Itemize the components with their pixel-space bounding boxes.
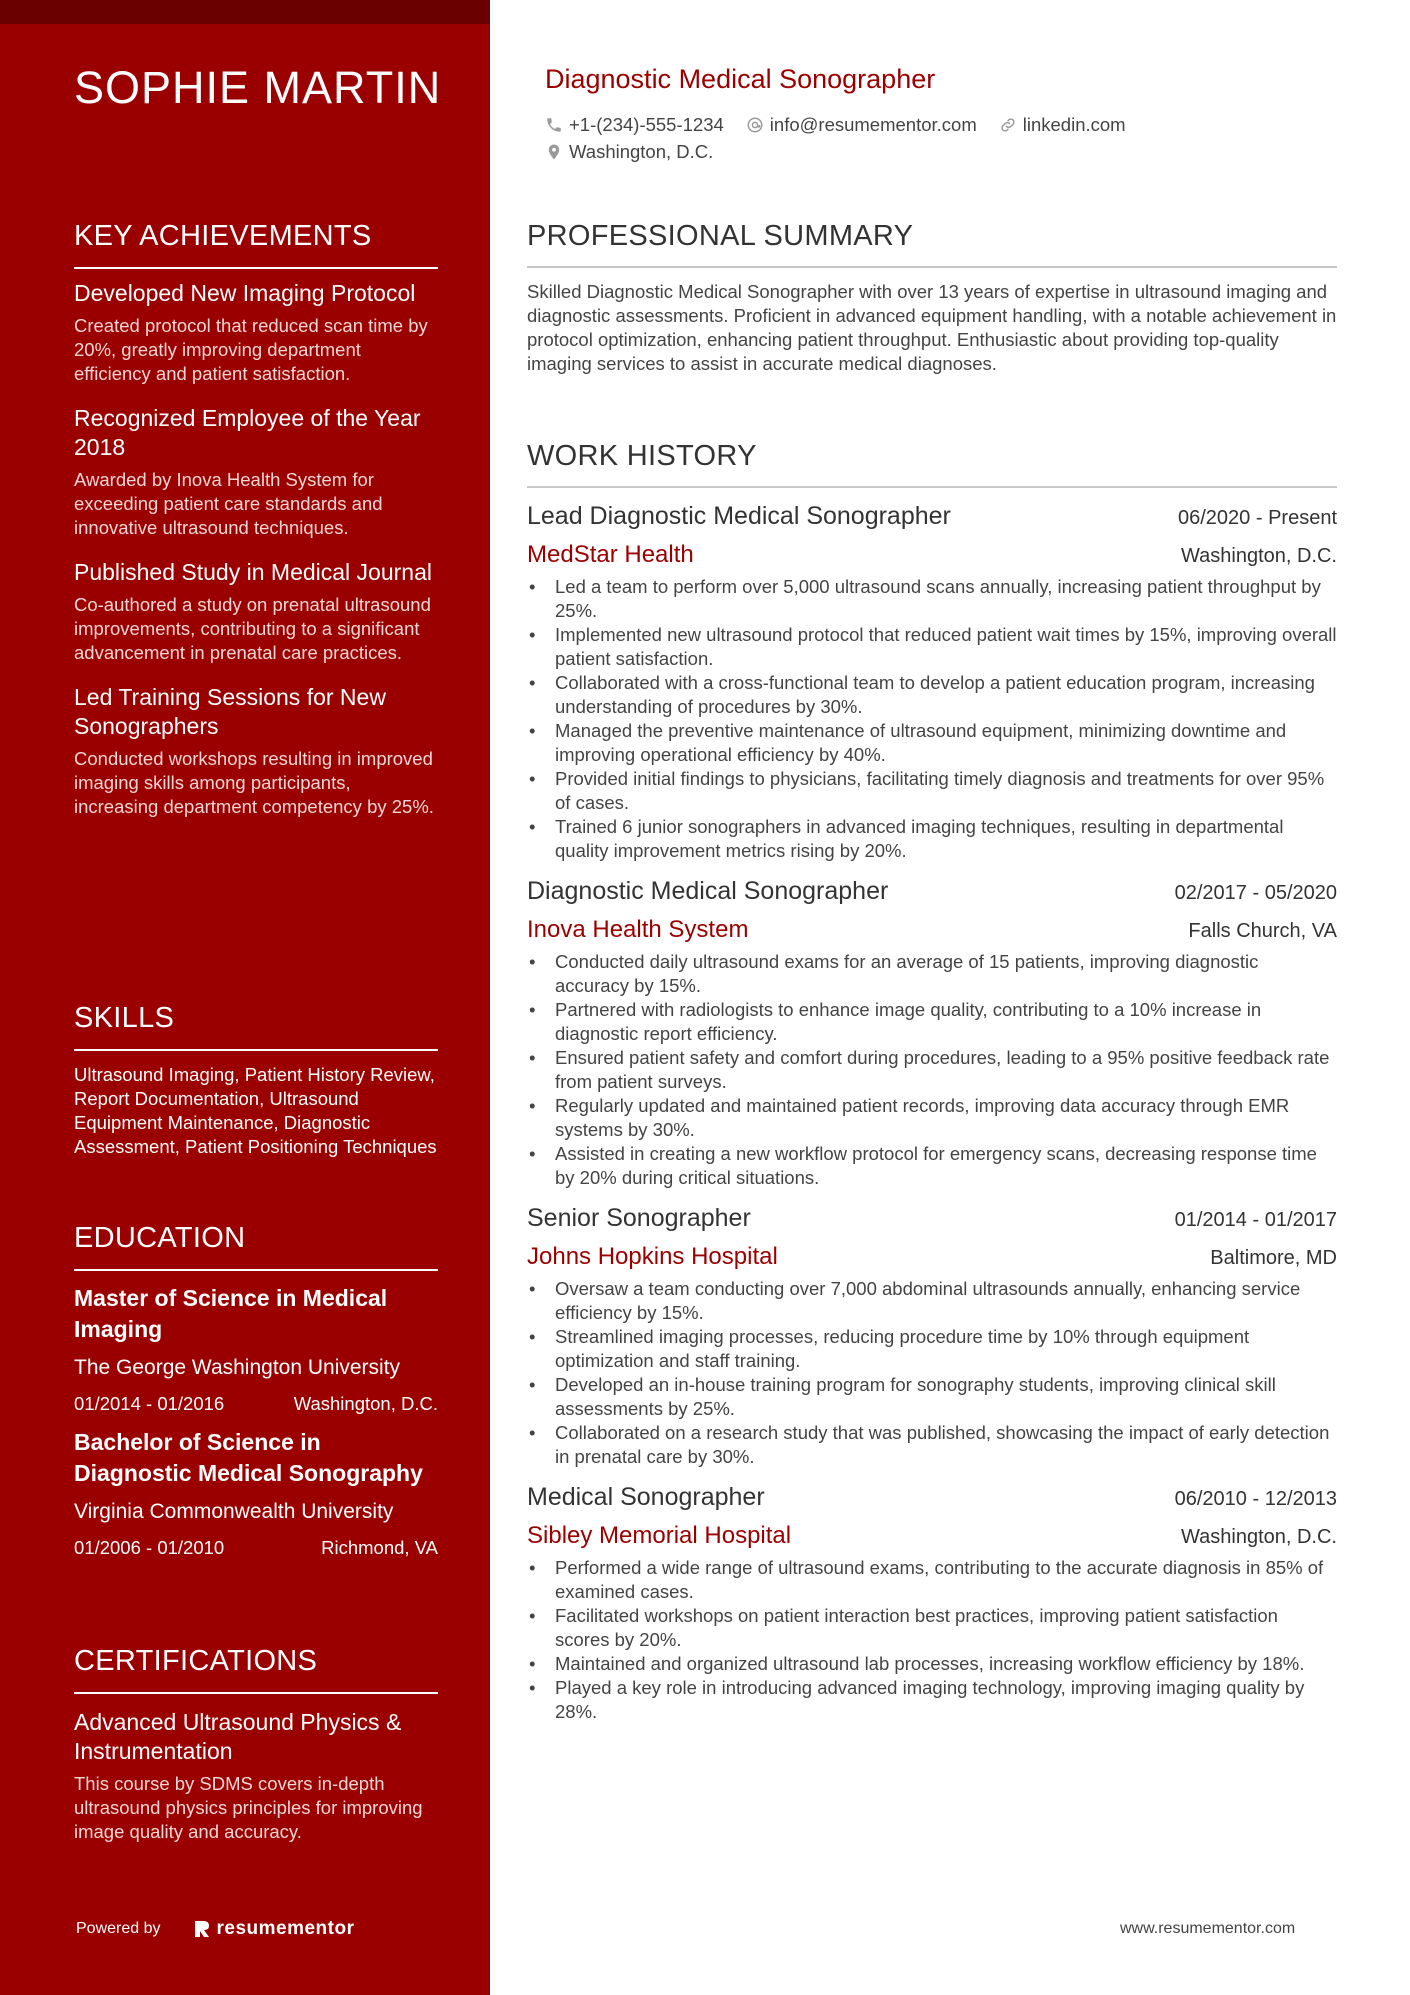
job-location: Baltimore, MD [1210,1247,1337,1269]
job-bullet: • Provided initial findings to physicians, facilitating timely diagnosis and treatments for over 95% of cases. [527,767,1337,815]
sidebar [0,0,490,1995]
job-company: MedStar Health [527,541,694,568]
education-location: Washington, D.C. [293,1393,438,1414]
job-bullet: • Ensured patient safety and comfort during procedures, leading to a 95% positive feedback rate from patient surveys. [527,1046,1337,1094]
achievement-title: Published Study in Medical Journal [74,559,432,585]
candidate-name: SOPHIE MARTIN [74,62,442,113]
achievement-desc: Awarded by Inova Health System for exceeding patient care standards and innovative ultrasound techniques. [74,469,383,538]
job-subheader [527,916,1337,944]
education-heading: EDUCATION [74,1222,438,1271]
job-bullets [527,1556,1337,1724]
job-bullet: • Played a key role in introducing advanced imaging technology, improving imaging quality by 28%. [527,1676,1337,1724]
sidebar-top-bar [0,0,490,24]
at-sign-icon [746,116,764,134]
skills-heading: SKILLS [74,1002,438,1051]
job-bullet: • Trained 6 junior sonographers in advanced imaging techniques, resulting in departmental quality improvement metrics rising by 20%. [527,815,1337,863]
job-role: Senior Sonographer [527,1204,751,1232]
certification-title: Advanced Ultrasound Physics & Instrumentation [74,1709,402,1764]
job-entry [527,502,1337,863]
contact-phone [545,114,724,136]
job-entry [527,877,1337,1190]
education-school: Virginia Commonwealth University [74,1500,394,1523]
certifications-section [74,1645,438,1844]
education-meta [74,1393,438,1415]
job-bullets [527,1277,1337,1469]
job-dates: 02/2017 - 05/2020 [1174,882,1337,904]
education-meta [74,1537,438,1559]
location-text: Washington, D.C. [569,141,714,162]
summary-heading: PROFESSIONAL SUMMARY [527,220,1337,268]
summary-text: Skilled Diagnostic Medical Sonographer with over 13 years of expertise in ultrasound imaging and diagnostic assessments. Proficient in advanced equipment handling, with a notable achievement in protocol optimization, enhancing patient throughput. Enthusiastic about providing top-quality imaging services to assist in accurate medical diagnoses. [527,281,1337,374]
job-bullet: • Collaborated on a research study that was published, showcasing the impact of early detection in prenatal care by 30%. [527,1421,1337,1469]
location-pin-icon [545,143,563,161]
achievement-desc: Created protocol that reduced scan time by 20%, greatly improving department efficiency and patient satisfaction. [74,315,428,384]
job-location: Washington, D.C. [1181,545,1337,567]
job-role: Lead Diagnostic Medical Sonographer [527,502,951,530]
contact-row [545,139,1315,165]
job-bullet: • Performed a wide range of ultrasound exams, contributing to the accurate diagnosis in 85% of examined cases. [527,1556,1337,1604]
job-bullets [527,575,1337,863]
achievements-section [74,220,438,837]
job-bullet: • Partnered with radiologists to enhance image quality, contributing to a 10% increase in diagnostic report efficiency. [527,998,1337,1046]
achievement-item [74,279,438,386]
job-company: Johns Hopkins Hospital [527,1243,778,1270]
powered-by-label: Powered by [76,1920,161,1937]
education-degree: Bachelor of Science in Diagnostic Medical Sonography [74,1429,423,1486]
job-location: Falls Church, VA [1188,920,1337,942]
phone-icon [545,116,563,134]
education-dates: 01/2006 - 01/2010 [74,1537,225,1558]
job-bullet: • Implemented new ultrasound protocol that reduced patient wait times by 15%, improving overall patient satisfaction. [527,623,1337,671]
job-bullet: • Conducted daily ultrasound exams for an average of 15 patients, improving diagnostic accuracy by 15%. [527,950,1337,998]
job-bullet: • Assisted in creating a new workflow protocol for emergency scans, decreasing response time by 20% during critical situations. [527,1142,1337,1190]
job-bullet: • Led a team to perform over 5,000 ultrasound scans annually, increasing patient throughput by 25%. [527,575,1337,623]
job-dates: 01/2014 - 01/2017 [1174,1209,1337,1231]
job-header [527,502,1337,531]
education-item [74,1427,438,1559]
job-location: Washington, D.C. [1181,1526,1337,1548]
job-company: Sibley Memorial Hospital [527,1522,792,1549]
achievements-heading: KEY ACHIEVEMENTS [74,220,438,269]
brand-name: resumementor [216,1918,355,1939]
education-item [74,1283,438,1415]
achievement-title: Developed New Imaging Protocol [74,280,416,306]
skills-list: Ultrasound Imaging, Patient History Review, Report Documentation, Ultrasound Equipment Maintenance, Diagnostic Assessment, Patient Positioning Techniques [74,1064,437,1157]
job-entry [527,1483,1337,1724]
achievement-item [74,558,438,665]
achievement-item [74,404,438,540]
contact-linkedin[interactable] [999,114,1126,136]
powered-by [76,1918,355,1940]
job-bullet: • Facilitated workshops on patient interaction best practices, improving patient satisfaction scores by 20%. [527,1604,1337,1652]
contact-row [545,112,1315,138]
achievement-title: Led Training Sessions for New Sonographers [74,684,386,739]
job-role: Diagnostic Medical Sonographer [527,877,889,905]
job-bullets [527,950,1337,1190]
job-role: Medical Sonographer [527,1483,765,1511]
achievement-item [74,683,438,819]
job-header [527,877,1337,906]
work-history-section [527,440,1337,1724]
job-dates: 06/2020 - Present [1178,507,1337,529]
certifications-heading: CERTIFICATIONS [74,1645,438,1694]
education-school: The George Washington University [74,1356,401,1379]
job-subheader [527,1522,1337,1550]
job-bullet: • Streamlined imaging processes, reducing procedure time by 10% through equipment optimization and staff training. [527,1325,1337,1373]
work-history-heading: WORK HISTORY [527,440,1337,488]
job-bullet: • Managed the preventive maintenance of ultrasound equipment, minimizing downtime and improving operational efficiency by 40%. [527,719,1337,767]
job-bullet: • Regularly updated and maintained patient records, improving data accuracy through EMR systems by 30%. [527,1094,1337,1142]
summary-section [527,220,1337,376]
linkedin-text: linkedin.com [1022,114,1126,135]
job-bullet: • Maintained and organized ultrasound lab processes, increasing workflow efficiency by 18%. [527,1652,1337,1676]
education-dates: 01/2014 - 01/2016 [74,1393,225,1414]
education-degree: Master of Science in Medical Imaging [74,1285,388,1342]
job-header [527,1204,1337,1233]
job-subheader [527,1243,1337,1271]
job-bullet: • Collaborated with a cross-functional team to develop a patient education program, increasing understanding of procedures by 30%. [527,671,1337,719]
skills-section [74,1002,438,1159]
certification-desc: This course by SDMS covers in-depth ultrasound physics principles for improving image quality and accuracy. [74,1773,423,1842]
achievement-desc: Co-authored a study on prenatal ultrasound improvements, contributing to a significant advancement in prenatal care practices. [74,594,431,663]
target-job-title: Diagnostic Medical Sonographer [545,64,936,94]
contact-email[interactable] [746,114,977,136]
achievement-title: Recognized Employee of the Year 2018 [74,405,421,460]
contact-location [545,141,713,163]
job-entry [527,1204,1337,1469]
job-dates: 06/2010 - 12/2013 [1174,1488,1337,1510]
job-company: Inova Health System [527,916,749,943]
email-text: info@resumementor.com [769,114,977,135]
footer-url[interactable]: www.resumementor.com [1120,1920,1296,1937]
job-bullet: • Oversaw a team conducting over 7,000 abdominal ultrasounds annually, enhancing service efficiency by 15%. [527,1277,1337,1325]
job-header [527,1483,1337,1512]
phone-text: +1-(234)-555-1234 [569,114,724,135]
education-section [74,1222,438,1569]
education-location: Richmond, VA [321,1537,438,1558]
job-bullet: • Developed an in-house training program for sonography students, improving clinical skill assessments by 25%. [527,1373,1337,1421]
resumementor-logo-icon [193,1919,211,1939]
link-icon [999,116,1017,134]
job-subheader [527,541,1337,569]
achievement-desc: Conducted workshops resulting in improved imaging skills among participants, increasing department competency by 25%. [74,748,434,817]
contact-info [545,112,1315,166]
